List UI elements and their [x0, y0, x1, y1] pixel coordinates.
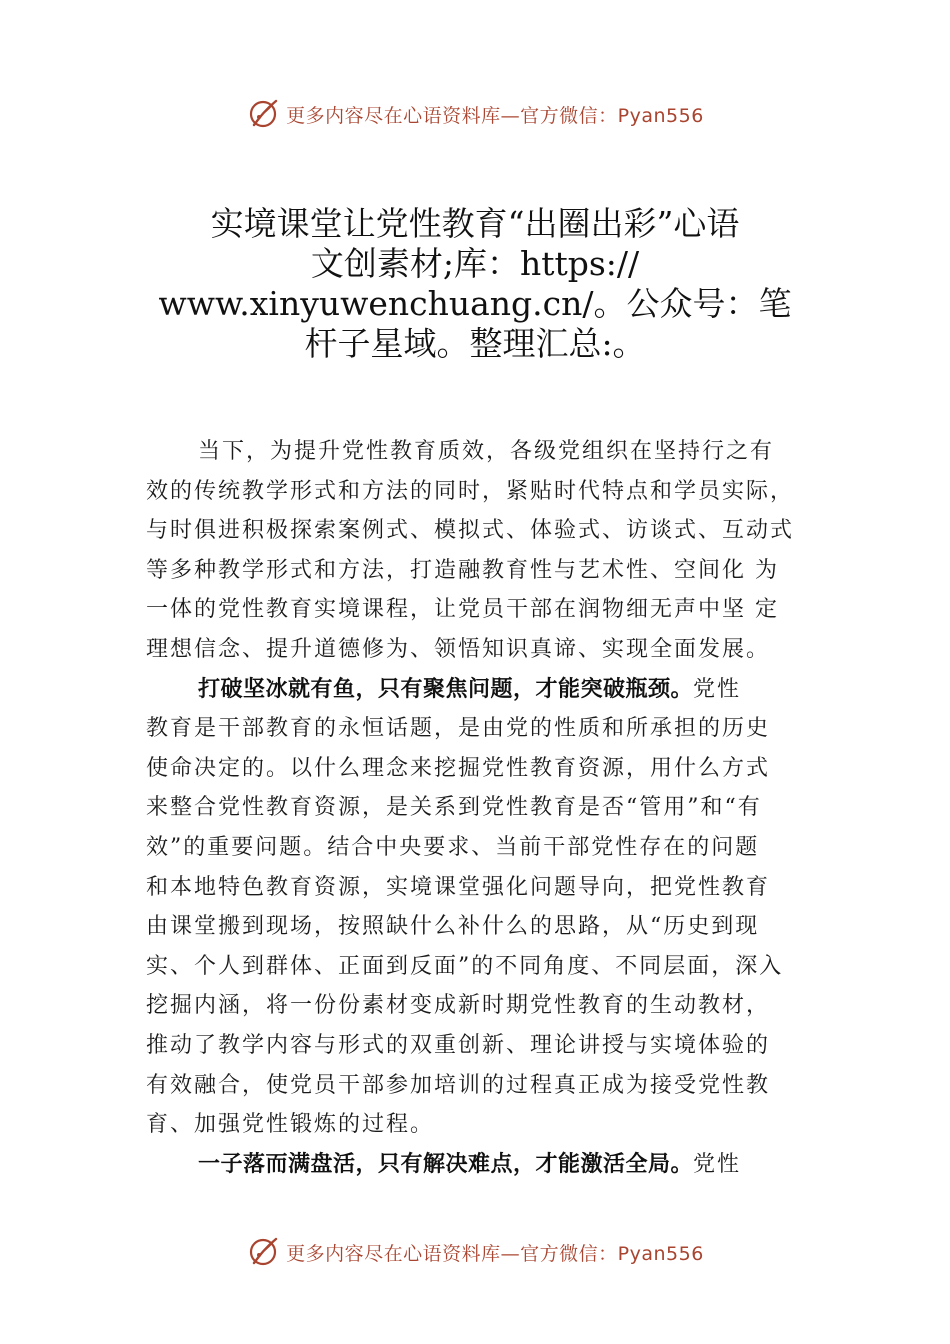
text-line: 有效融合，使党员干部参加培训的过程真正成为接受党性教	[146, 1072, 771, 1098]
text-run: 党性	[693, 676, 742, 702]
paragraph-2	[146, 670, 836, 1145]
header-banner	[0, 94, 950, 134]
text-line: 来整合党性教育资源，是关系到党性教育是否“管用”和“有	[146, 795, 762, 821]
text-line: 教育是干部教育的永恒话题，是由党的性质和所承担的历史	[146, 716, 771, 742]
text-line: 推动了教学内容与形式的双重创新、理论讲授与实境体验的	[146, 1032, 771, 1058]
title-line: www.xinyuwenchuang.cn/。公众号：笔	[158, 284, 792, 323]
banner-text	[286, 1239, 704, 1266]
text-line: 当下，为提升党性教育质效，各级党组织在坚持行之有	[198, 439, 775, 464]
text-line: 育、加强党性锻炼的过程。	[146, 1112, 435, 1138]
title-line: 文创素材;库：https://	[310, 244, 640, 283]
text-line: 与时俱进积极探索案例式、模拟式、体验式、访谈式、互动式	[146, 518, 795, 544]
paragraph-heading: 打破坚冰就有鱼，只有聚焦问题，才能突破瓶颈。	[198, 676, 694, 702]
document-body	[146, 432, 836, 1184]
text-line: 和本地特色教育资源，实境课堂强化问题导向，把党性教育	[146, 874, 771, 900]
text-line: 实、个人到群体、正面到反面”的不同角度、不同层面，深入	[146, 953, 784, 979]
text-line: 由课堂搬到现场，按照缺什么补什么的思路，从“历史到现	[146, 914, 760, 940]
document-title	[150, 204, 800, 364]
paragraph-3	[146, 1145, 836, 1185]
banner-text	[286, 101, 704, 128]
text-line: 效”的重要问题。结合中央要求、当前干部党性存在的问题	[146, 834, 760, 860]
banner-label: 更多内容尽在心语资料库—官方微信：	[286, 1242, 618, 1265]
text-line: 效的传统教学形式和方法的同时，紧贴时代特点和学员实际，	[146, 478, 795, 504]
text-line: 理想信念、提升道德修为、领悟知识真谛、实现全面发展。	[146, 636, 771, 662]
text-line: 挖掘内涵，将一份份素材变成新时期党性教育的生动教材，	[146, 993, 771, 1019]
text-line	[146, 670, 836, 710]
text-line: 使命决定的。以什么理念来挖掘党性教育资源，用什么方式	[146, 755, 771, 781]
text-run: 党性	[693, 1151, 742, 1177]
title-line: 杆子星域。整理汇总:。	[304, 324, 646, 363]
title-line: 实境课堂让党性教育“出圈出彩”心语	[210, 204, 740, 243]
text-line: 一体的党性教育实境课程，让党员干部在润物细无声中坚 定	[146, 597, 779, 623]
paragraph-heading: 一子落而满盘活，只有解决难点，才能激活全局。	[198, 1151, 694, 1177]
footer-banner	[0, 1232, 950, 1272]
quill-pen-logo-icon	[246, 97, 280, 131]
paragraph-1	[146, 432, 836, 670]
text-line: 等多种教学形式和方法，打造融教育性与艺术性、空间化 为	[146, 557, 779, 583]
banner-label: 更多内容尽在心语资料库—官方微信：	[286, 104, 618, 127]
wechat-id: Pyan556	[617, 1242, 704, 1265]
quill-pen-logo-icon	[246, 1235, 280, 1269]
text-line	[146, 1145, 836, 1185]
wechat-id: Pyan556	[617, 104, 704, 127]
